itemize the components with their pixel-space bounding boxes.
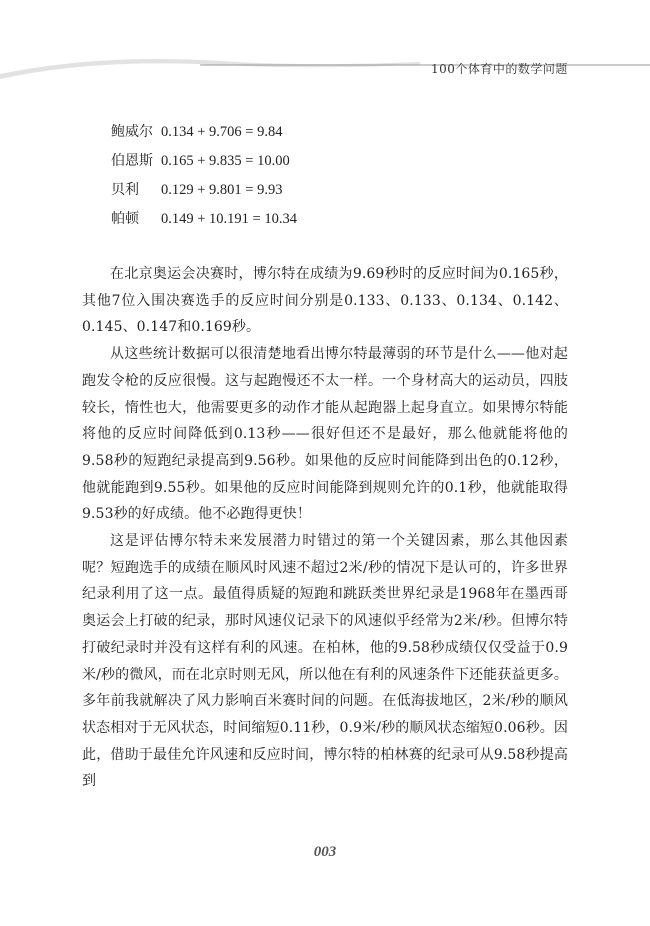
running-head-title: 100个体育中的数学问题 <box>431 62 568 76</box>
body-text <box>82 261 568 795</box>
reaction-time-row <box>111 179 411 208</box>
reaction-time-row <box>111 208 411 237</box>
time-equation: 0.134 + 9.706 = 9.84 <box>161 124 283 140</box>
time-equation: 0.149 + 10.191 = 10.34 <box>161 211 297 227</box>
time-equation: 0.129 + 9.801 = 9.93 <box>161 182 283 198</box>
paragraph-weakness: 从这些统计数据可以很清楚地看出博尔特最薄弱的环节是什么——他对起跑发令枪的反应很慢。这与起跑慢还不太一样。一个身材高大的运动员，四肢较长，惰性也大，他需要更多的动作才能从起跑器上起身直立。如果博尔特能将他的反应时间降低到0.13秒——很好但还不是最好，那么他就能将他的9.58秒的短跑纪录提高到9.56秒。如果他的反应时间能降到出色的0.12秒，他就能跑到9.55秒。如果他的反应时间能降到规则允许的0.1秒，他就能取得9.53秒的好成绩。他不必跑得更快！ <box>82 346 568 523</box>
athlete-name: 伯恩斯 <box>111 153 153 169</box>
header-wave-band <box>0 59 420 79</box>
reaction-time-list <box>111 121 411 237</box>
reaction-time-row <box>111 150 411 179</box>
athlete-name: 鲍威尔 <box>111 124 153 140</box>
athlete-name: 贝利 <box>111 182 139 198</box>
paragraph-wind: 这是评估博尔特未来发展潜力时错过的第一个关键因素，那么其他因素呢？短跑选手的成绩在顺风时风速不超过2米/秒的情况下是认可的，许多世界纪录利用了这一点。最值得质疑的短跑和跳跃类世界纪录是1968年在墨西哥奥运会上打破的纪录，那时风速仪记录下的风速似乎经常为2米/秒。但博尔特打破纪录时并没有这样有利的风速。在柏林，他的9.58秒成绩仅仅受益于0.9米/秒的微风，而在北京时则无风，所以他在有利的风速条件下还能获益更多。多年前我就解决了风力影响百米赛时间的问题。在低海拔地区，2米/秒的顺风状态相对于无风状态，时间缩短0.11秒，0.9米/秒的顺风状态缩短0.06秒。因此，借助于最佳允许风速和反应时间，博尔特的柏林赛的纪录可从9.58秒提高到 <box>82 533 568 790</box>
time-equation: 0.165 + 9.835 = 10.00 <box>161 153 290 169</box>
paragraph-beijing-reaction: 在北京奥运会决赛时，博尔特在成绩为9.69秒时的反应时间为0.165秒，其他7位入围决赛选手的反应时间分别是0.133、0.133、0.134、0.142、0.145、0.147和0.169秒。 <box>82 266 569 336</box>
page-number: 003 <box>313 844 337 860</box>
athlete-name: 帕顿 <box>111 211 139 227</box>
reaction-time-row <box>111 121 411 150</box>
